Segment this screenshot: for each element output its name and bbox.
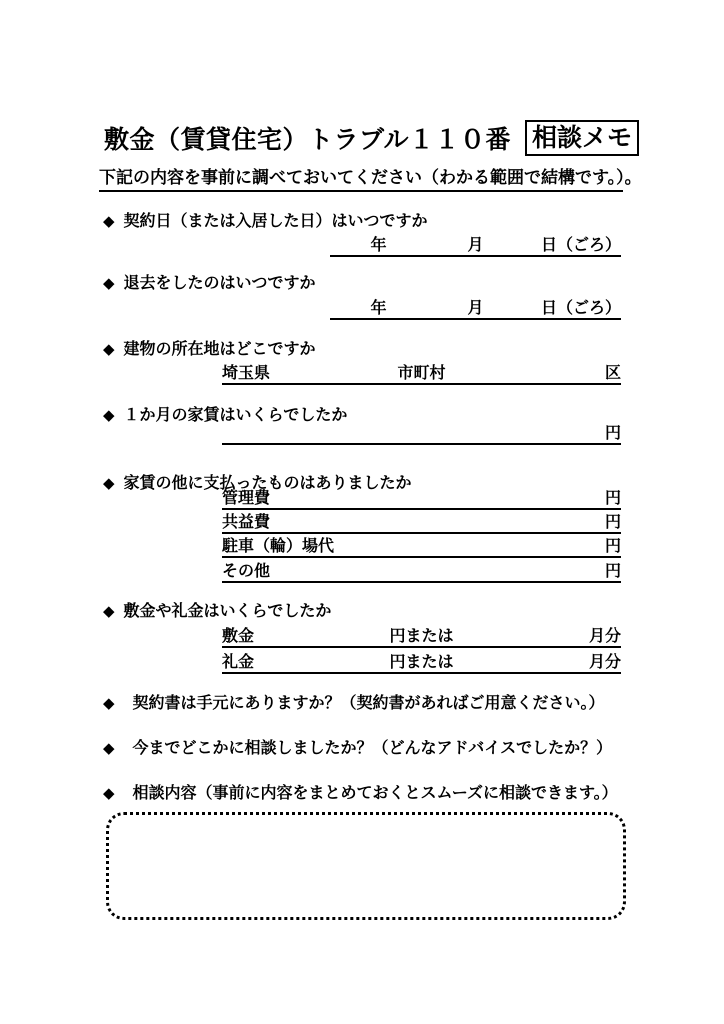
diamond-bullet-icon: ◆ — [103, 739, 115, 757]
title-row — [104, 120, 639, 156]
months-unit-label: 月分 — [588, 652, 621, 671]
contract-date-field-line[interactable] — [330, 233, 621, 257]
yen-or-label: 円または — [389, 626, 454, 645]
common-service-fee-field-line[interactable] — [222, 510, 621, 534]
question-prior-consult: ◆ 今までどこかに相談しましたか？（どんなアドバイスでしたか？） — [103, 738, 613, 757]
question-moveout-date: ◆ 退去をしたのはいつですか — [103, 273, 316, 292]
reikin-field-line[interactable] — [222, 650, 621, 674]
parking-fee-field-line[interactable] — [222, 534, 621, 558]
year-label: 年 — [370, 298, 387, 317]
diamond-bullet-icon: ◆ — [103, 474, 115, 492]
other-fee-field-line[interactable] — [222, 559, 621, 583]
year-label: 年 — [370, 235, 387, 254]
deposit-label: 敷金 — [222, 626, 255, 645]
months-unit-label: 月分 — [588, 626, 621, 645]
consultation-notes-box[interactable] — [106, 812, 626, 920]
diamond-bullet-icon: ◆ — [103, 212, 115, 230]
yen-unit-label: 円 — [604, 488, 621, 507]
shikikin-field-line[interactable] — [222, 624, 621, 648]
diamond-bullet-icon: ◆ — [103, 784, 115, 802]
question-location: ◆ 建物の所在地はどこですか — [103, 339, 316, 358]
ward-label: 区 — [604, 363, 621, 382]
diamond-bullet-icon: ◆ — [103, 694, 115, 712]
yen-unit-label: 円 — [604, 561, 621, 580]
yen-unit-label: 円 — [604, 536, 621, 555]
prefecture-label: 埼玉県 — [222, 363, 271, 382]
question-contract-date: ◆ 契約日（または入居した日）はいつですか — [103, 211, 428, 230]
month-label: 月 — [467, 298, 484, 317]
diamond-bullet-icon: ◆ — [103, 340, 115, 358]
fee-label: その他 — [222, 561, 271, 580]
rent-field-line[interactable] — [222, 421, 621, 445]
memo-badge: 相談メモ — [525, 120, 639, 156]
deposit-label: 礼金 — [222, 652, 255, 671]
fee-label: 共益費 — [222, 512, 271, 531]
page-title: 敷金（賃貸住宅）トラブル１１０番 — [104, 125, 512, 154]
yen-unit-label: 円 — [604, 512, 621, 531]
municipality-label: 市町村 — [397, 363, 446, 382]
month-label: 月 — [467, 235, 484, 254]
moveout-date-field-line[interactable] — [330, 296, 621, 320]
diamond-bullet-icon: ◆ — [103, 406, 115, 424]
question-rent: ◆ １か月の家賃はいくらでしたか — [103, 405, 348, 424]
diamond-bullet-icon: ◆ — [103, 602, 115, 620]
yen-unit-label: 円 — [604, 423, 621, 442]
question-other-payments: ◆ 家賃の他に支払ったものはありましたか — [103, 473, 412, 492]
location-field-line[interactable] — [222, 361, 621, 385]
yen-or-label: 円または — [389, 652, 454, 671]
instruction-note: 下記の内容を事前に調べておいてください（わかる範囲で結構です。）。 — [99, 167, 623, 192]
management-fee-field-line[interactable] — [222, 486, 621, 510]
day-label: 日（ごろ） — [540, 235, 621, 254]
question-contract-doc: ◆ 契約書は手元にありますか？（契約書があればご用意ください。） — [103, 693, 605, 712]
question-deposit: ◆ 敷金や礼金はいくらでしたか — [103, 601, 332, 620]
diamond-bullet-icon: ◆ — [103, 274, 115, 292]
fee-label: 駐車（輪）場代 — [222, 536, 335, 555]
fee-label: 管理費 — [222, 488, 271, 507]
question-consult-content: ◆ 相談内容（事前に内容をまとめておくとスムーズに相談できます。） — [103, 783, 618, 802]
day-label: 日（ごろ） — [540, 298, 621, 317]
